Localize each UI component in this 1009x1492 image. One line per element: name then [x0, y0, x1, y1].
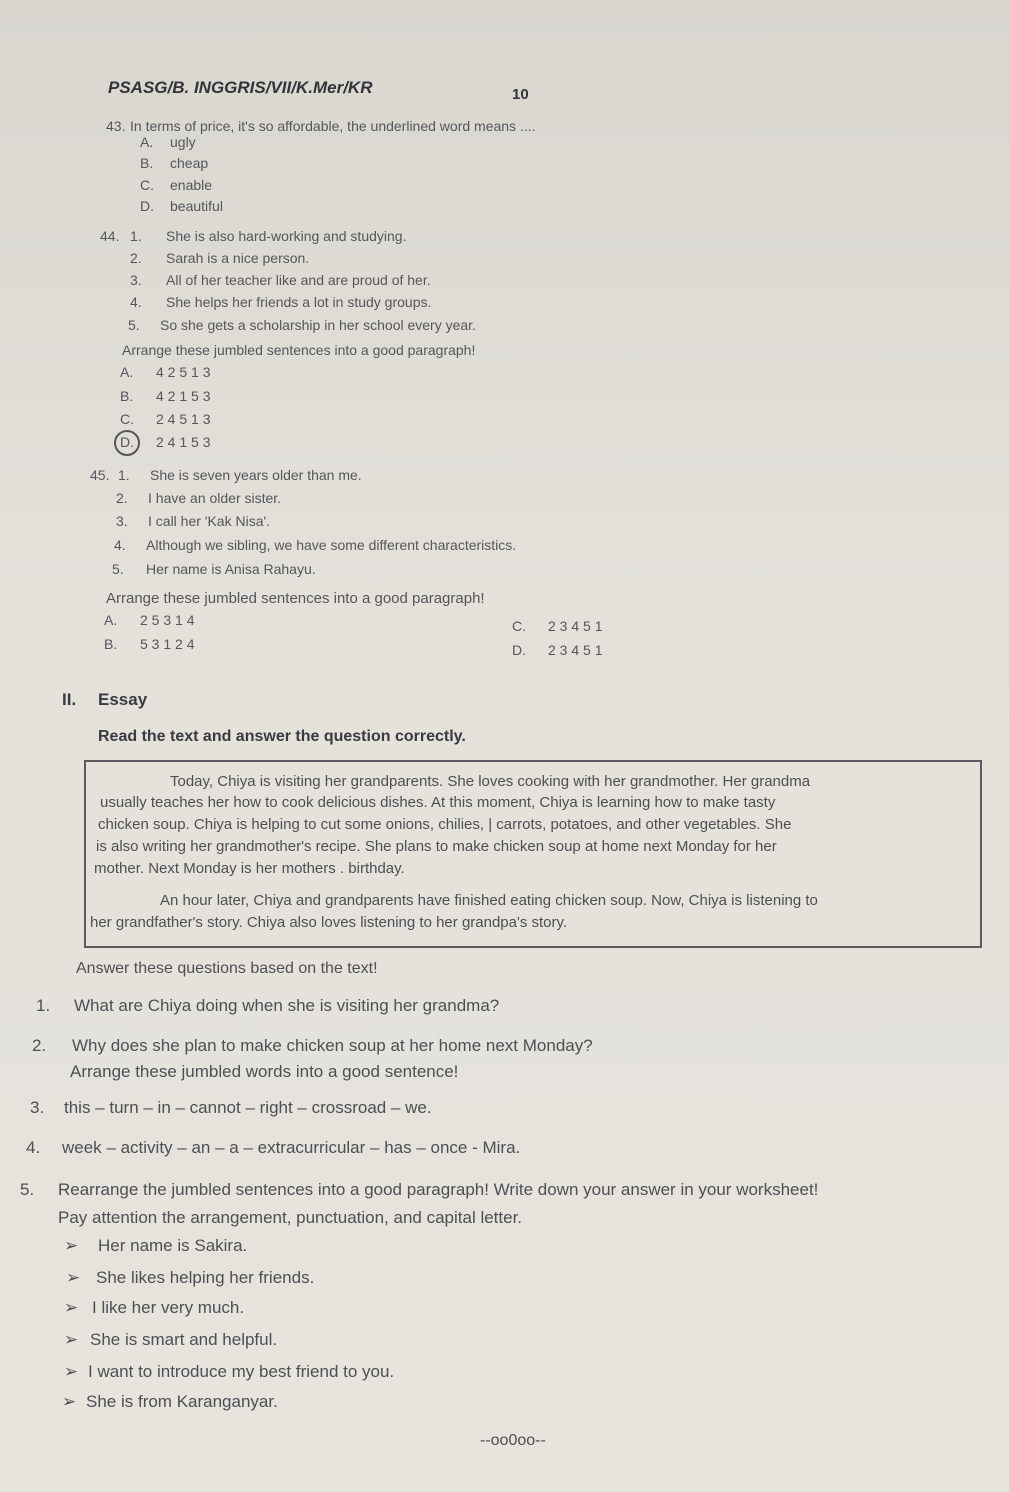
q45-option-c-letter: C. [512, 618, 526, 634]
essay-q2-num: 2. [32, 1036, 47, 1055]
q43-number: 43. [106, 118, 126, 134]
q44-sentence-2-text: Sarah is a nice person. [166, 250, 310, 266]
reading-line-7: her grandfather's story. Chiya also loves listening to her grandpa's story. [90, 914, 568, 931]
essay-instruction: Read the text and answer the question correctly. [98, 728, 466, 745]
essay-q4-text: week – activity – an – a – extracurricular – has – once - Mira. [62, 1138, 521, 1157]
q44-sentence-2-num: 2. [130, 250, 142, 266]
q43-option-a-letter: A. [140, 134, 154, 150]
q45-sentence-1-text: She is seven years older than me. [150, 467, 362, 483]
q5-bullet-4: She is smart and helpful. [90, 1330, 278, 1349]
bullet-arrow-icon: ➢ [66, 1268, 81, 1287]
q45-option-b-text: 5 3 1 2 4 [140, 636, 195, 652]
page-number: 10 [512, 86, 529, 103]
q43-option-d-letter: D. [140, 198, 154, 214]
q5-bullet-3: I like her very much. [92, 1298, 245, 1317]
bullet-arrow-icon: ➢ [62, 1392, 77, 1411]
q45-sentence-3-text: I call her 'Kak Nisa'. [148, 513, 271, 529]
reading-line-2: usually teaches her how to cook delicious dishes. At this moment, Chiya is learning how to make tasty [100, 794, 776, 811]
q43-option-b-text: cheap [170, 155, 209, 171]
essay-q5-text2: Pay attention the arrangement, punctuation, and capital letter. [58, 1208, 523, 1227]
q45-sentence-4-text: Although we sibling, we have some different characteristics. [146, 537, 517, 553]
q44-option-a-text: 4 2 5 1 3 [156, 364, 211, 380]
reading-line-1: Today, Chiya is visiting her grandparents. She loves cooking with her grandmother. Her grandma [170, 773, 811, 790]
q43-option-a-text: ugly [170, 134, 196, 150]
q44-sentence-3-num: 3. [130, 272, 142, 288]
q43-option-b-letter: B. [140, 155, 154, 171]
essay-q2-text: Why does she plan to make chicken soup at her home next Monday? [72, 1036, 593, 1055]
essay-q1-num: 1. [36, 996, 51, 1015]
answer-instruction: Answer these questions based on the text! [76, 960, 378, 977]
q44-option-d-letter: D. [120, 434, 134, 450]
q44-option-a-letter: A. [120, 364, 134, 380]
arrange-words-instruction: Arrange these jumbled words into a good sentence! [70, 1062, 459, 1081]
q44-sentence-5-text: So she gets a scholarship in her school every year. [160, 317, 476, 333]
q44-instruction: Arrange these jumbled sentences into a good paragraph! [122, 342, 476, 358]
q5-bullet-2: She likes helping her friends. [96, 1268, 315, 1287]
q44-sentence-4-num: 4. [130, 294, 142, 310]
exam-header-code: PSASG/B. INGGRIS/VII/K.Mer/KR [108, 78, 373, 97]
reading-line-6: An hour later, Chiya and grandparents have finished eating chicken soup. Now, Chiya is listening to [160, 892, 818, 909]
q43-option-c-letter: C. [140, 177, 154, 193]
bullet-arrow-icon: ➢ [64, 1236, 79, 1255]
q44-number: 44. [100, 228, 120, 244]
essay-q5-text: Rearrange the jumbled sentences into a good paragraph! Write down your answer in your worksheet! [58, 1180, 819, 1199]
essay-q4-num: 4. [26, 1138, 41, 1157]
q44-sentence-4-text: She helps her friends a lot in study groups. [166, 294, 432, 310]
essay-q3-num: 3. [30, 1098, 45, 1117]
q44-option-b-letter: B. [120, 388, 134, 404]
q44-option-b-text: 4 2 1 5 3 [156, 388, 211, 404]
q45-sentence-2-text: I have an older sister. [148, 490, 282, 506]
q44-option-d-text: 2 4 1 5 3 [156, 434, 211, 450]
reading-line-5: mother. Next Monday is her mothers . birthday. [94, 860, 405, 877]
q44-option-c-letter: C. [120, 411, 134, 427]
q44-sentence-1-num: 1. [130, 228, 142, 244]
q43-text: In terms of price, it's so affordable, the underlined word means .... [130, 118, 536, 134]
q45-sentence-2-num: 2. [116, 490, 128, 506]
q44-option-c-text: 2 4 5 1 3 [156, 411, 211, 427]
q45-sentence-4-num: 4. [114, 537, 126, 553]
q44-sentence-5-num: 5. [128, 317, 140, 333]
q45-option-a-letter: A. [104, 612, 118, 628]
q45-option-d-letter: D. [512, 642, 526, 658]
q45-option-c-text: 2 3 4 5 1 [548, 618, 603, 634]
bullet-arrow-icon: ➢ [64, 1362, 79, 1381]
q45-sentence-1-num: 1. [118, 467, 130, 483]
q45-option-a-text: 2 5 3 1 4 [140, 612, 195, 628]
q5-bullet-5: I want to introduce my best friend to you. [88, 1362, 395, 1381]
section-title: Essay [98, 690, 148, 709]
q44-sentence-1-text: She is also hard-working and studying. [166, 228, 407, 244]
essay-q1-text: What are Chiya doing when she is visiting her grandma? [74, 996, 500, 1015]
bullet-arrow-icon: ➢ [64, 1330, 79, 1349]
q43-option-c-text: enable [170, 177, 213, 193]
reading-line-3: chicken soup. Chiya is helping to cut some onions, chilies, | carrots, potatoes, and other vegetables. She [98, 816, 792, 833]
q45-sentence-5-num: 5. [112, 561, 124, 577]
essay-q5-num: 5. [20, 1180, 35, 1199]
bullet-arrow-icon: ➢ [64, 1298, 79, 1317]
section-number: II. [62, 690, 77, 709]
q43-option-d-text: beautiful [170, 198, 223, 214]
q45-sentence-3-num: 3. [116, 513, 128, 529]
q45-number: 45. [90, 467, 110, 483]
q45-instruction: Arrange these jumbled sentences into a good paragraph! [106, 590, 485, 607]
q44-sentence-3-text: All of her teacher like and are proud of her. [166, 272, 431, 288]
q45-option-d-text: 2 3 4 5 1 [548, 642, 603, 658]
page-footer: --oo0oo-- [480, 1432, 546, 1449]
q45-sentence-5-text: Her name is Anisa Rahayu. [146, 561, 316, 577]
reading-line-4: is also writing her grandmother's recipe. She plans to make chicken soup at home next Monday for her [96, 838, 777, 855]
essay-q3-text: this – turn – in – cannot – right – crossroad – we. [64, 1098, 432, 1117]
q5-bullet-1: Her name is Sakira. [98, 1236, 248, 1255]
q5-bullet-6: She is from Karanganyar. [86, 1392, 278, 1411]
q45-option-b-letter: B. [104, 636, 118, 652]
